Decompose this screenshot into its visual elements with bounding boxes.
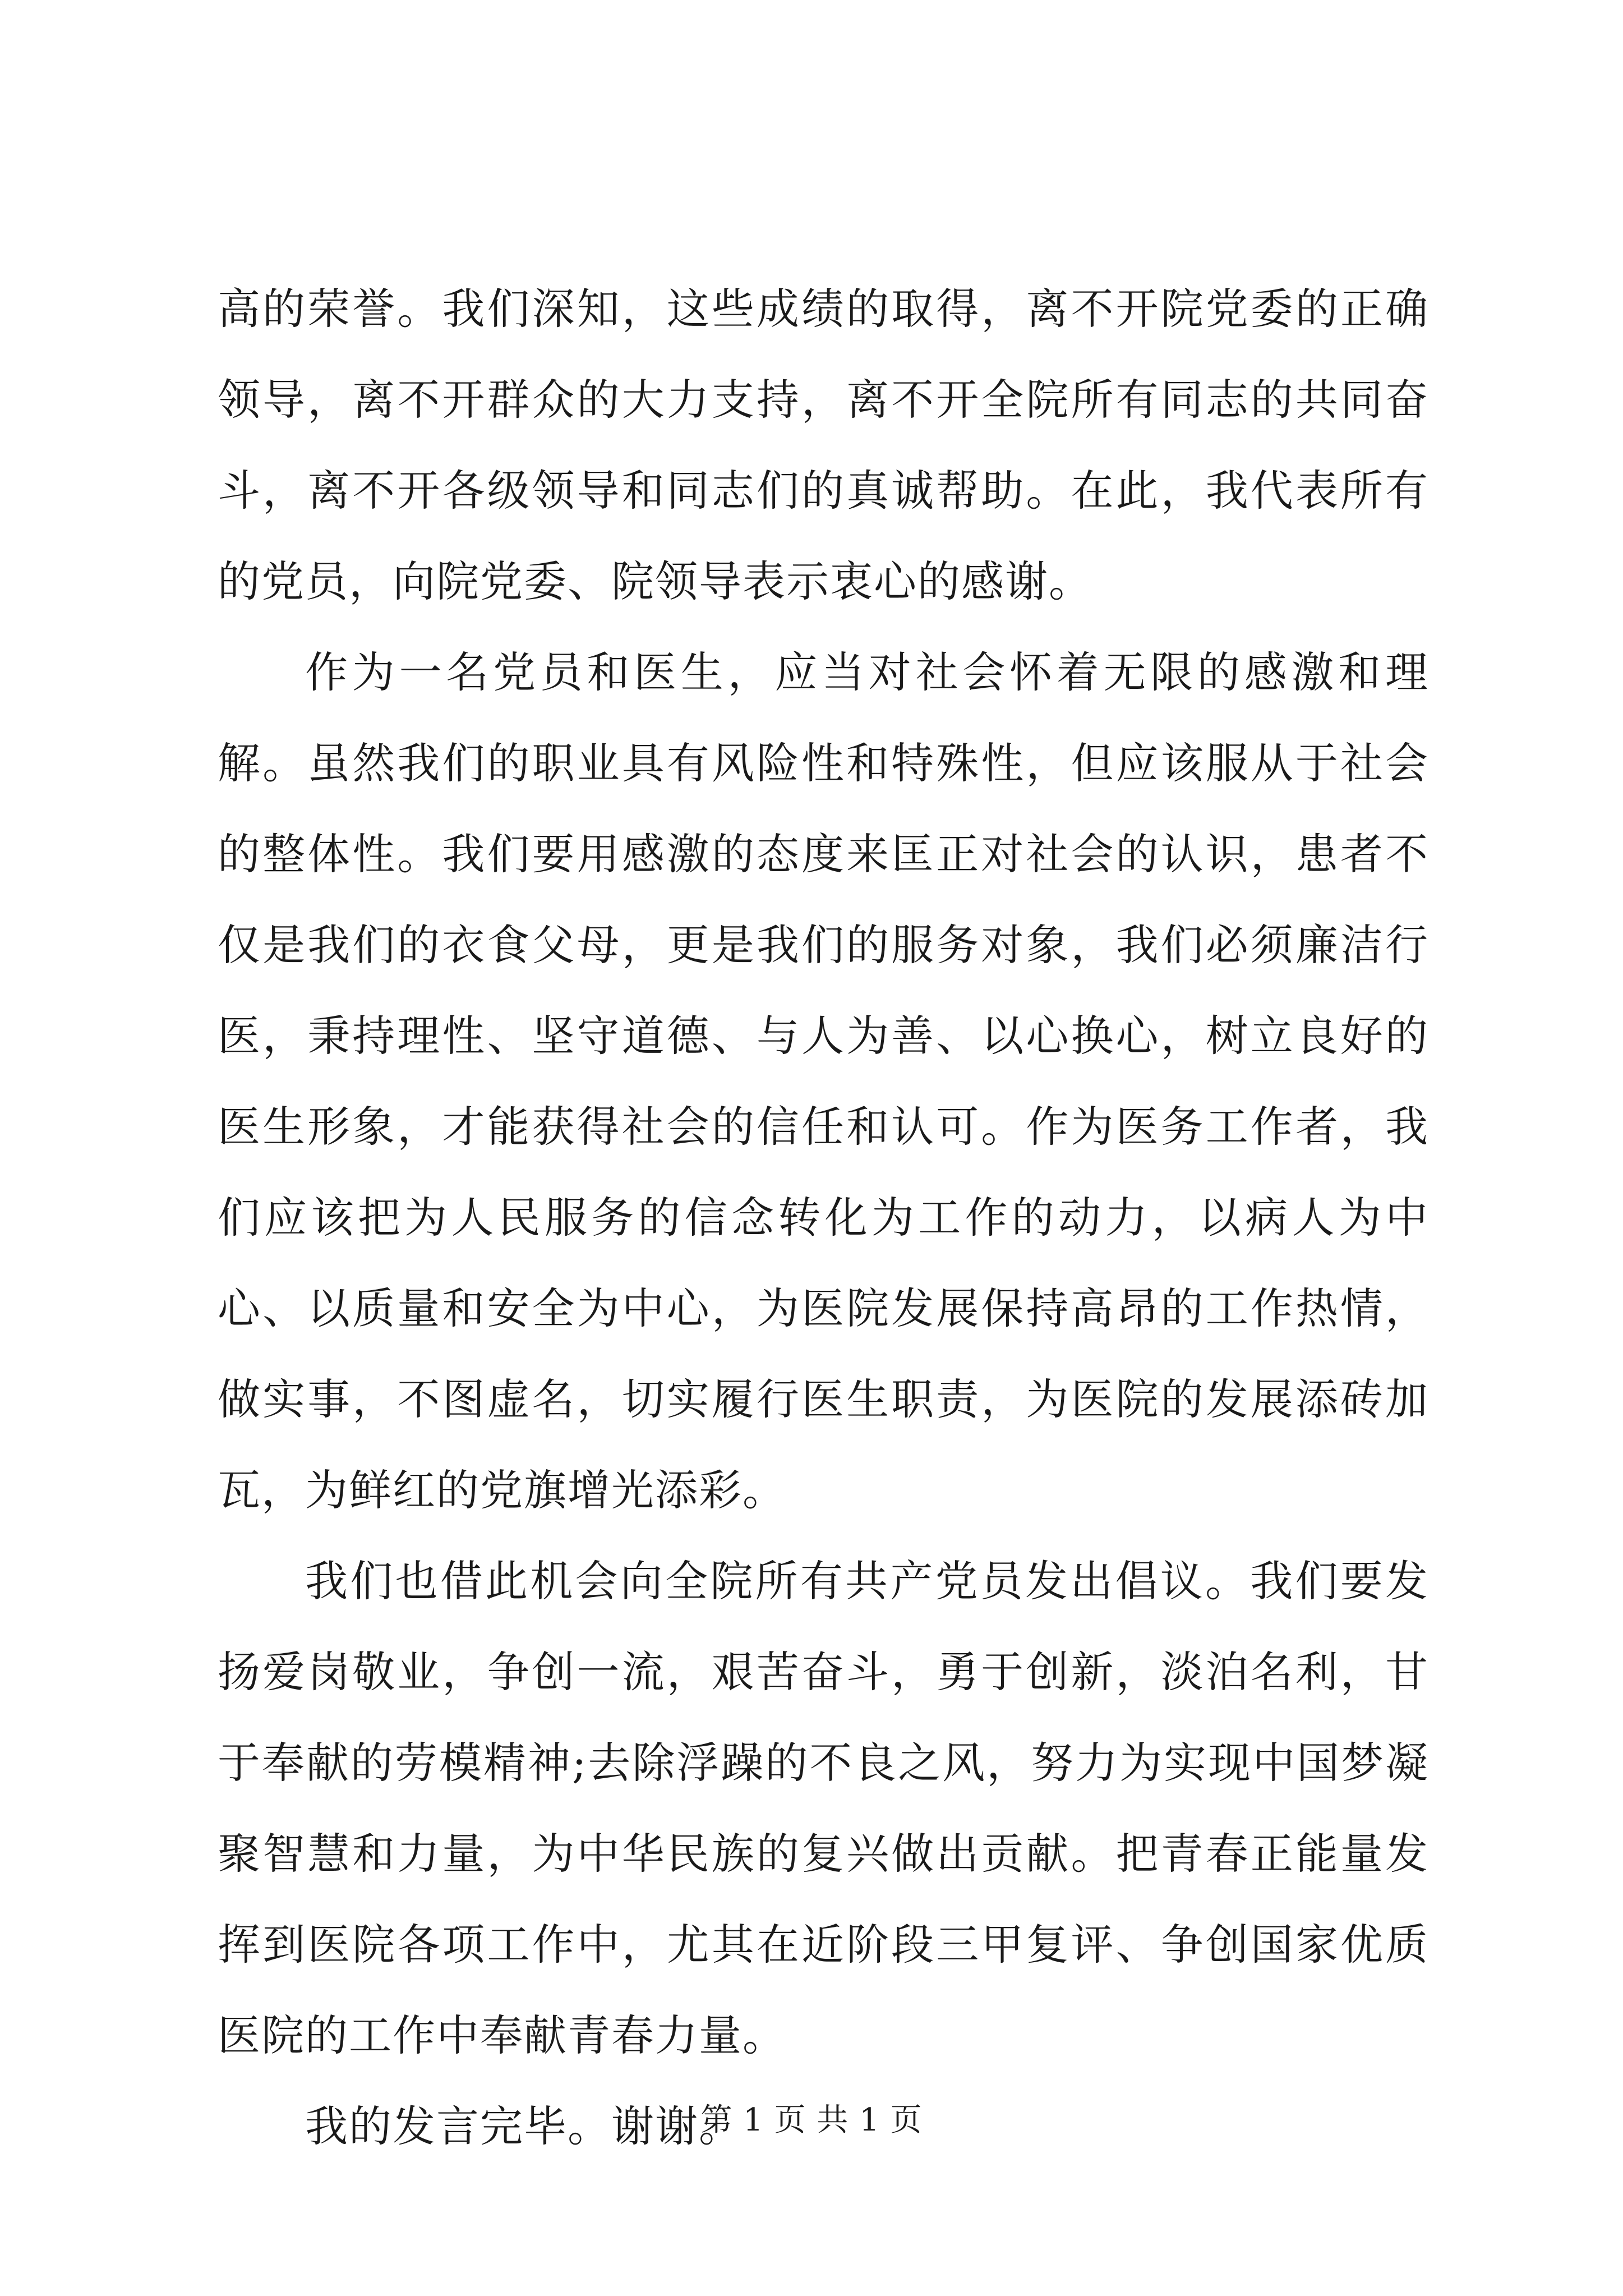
document-body [218, 264, 1429, 2172]
paragraph-continuation: 高的荣誉。我们深知，这些成绩的取得，离不开院党委的正确领导，离不开群众的大力支持，离不开全院所有同志的共同奋斗，离不开各级领导和同志们的真诚帮助。在此，我代表所有的党员，向院党委、院领导表示衷心的感谢。 [218, 284, 1429, 606]
paragraph-gratitude-to-society: 作为一名党员和医生，应当对社会怀着无限的感激和理解。虽然我们的职业具有风险性和特殊性，但应该服从于社会的整体性。我们要用感激的态度来匡正对社会的认识，患者不仅是我们的衣食父母，更是我们的服务对象，我们必须廉洁行医，秉持理性、坚守道德、与人为善、以心换心，树立良好的医生形象，才能获得社会的信任和认可。作为医务工作者，我们应该把为人民服务的信念转化为工作的动力，以病人为中心、以质量和安全为中心，为医院发展保持高昂的工作热情，做实事，不图虚名，切实履行医生职责，为医院的发展添砖加瓦，为鲜红的党旗增光添彩。 [218, 647, 1429, 1515]
page-number-footer: 第 1 页 共 1 页 [700, 2102, 923, 2138]
paragraph-closing: 我的发言完毕。谢谢。 [305, 2101, 743, 2151]
paragraph-proposal: 我们也借此机会向全院所有共产党员发出倡议。我们要发扬爱岗敬业，争创一流，艰苦奋斗，勇于创新，淡泊名利，甘于奉献的劳模精神;去除浮躁的不良之风，努力为实现中国梦凝聚智慧和力量，为中华民族的复兴做出贡献。把青春正能量发挥到医院各项工作中，尤其在近阶段三甲复评、争创国家优质医院的工作中奉献青春力量。 [218, 1556, 1429, 2060]
